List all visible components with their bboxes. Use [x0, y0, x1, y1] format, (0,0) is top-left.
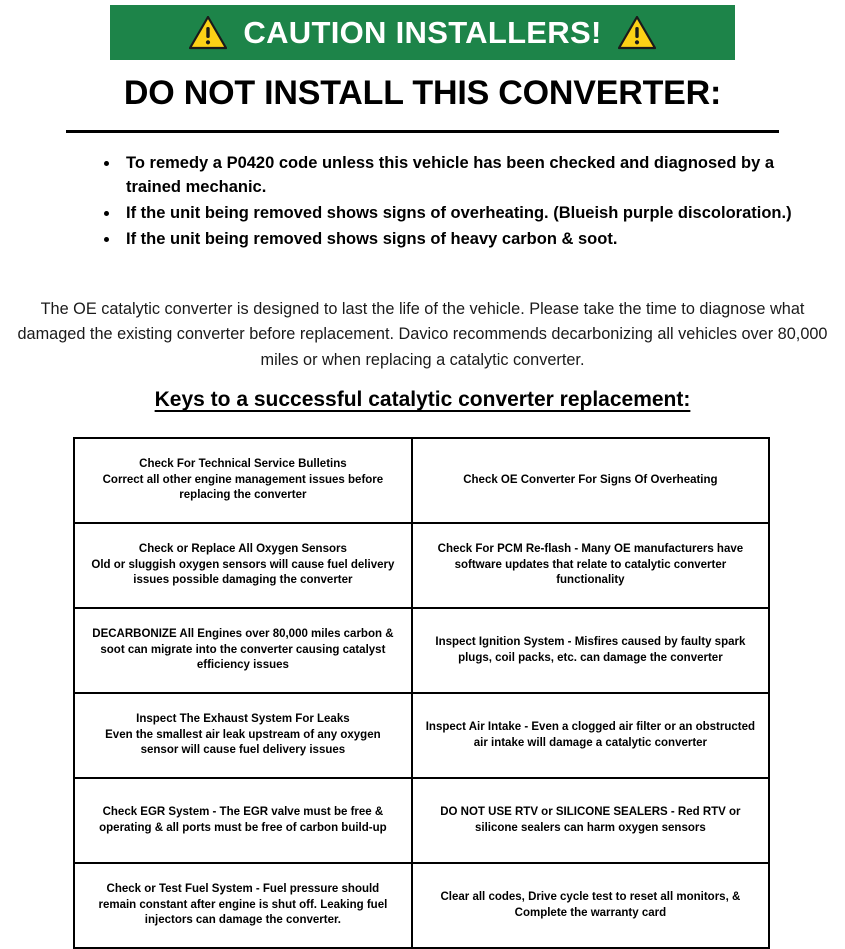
table-cell: Inspect Ignition System - Misfires caused by faulty spark plugs, coil packs, etc. can damage the converter — [412, 608, 769, 693]
table-cell: Check EGR System - The EGR valve must be free & operating & all ports must be free of carbon build-up — [74, 778, 412, 863]
horizontal-divider — [66, 130, 779, 133]
warning-bullet-list — [96, 152, 800, 254]
table-row — [74, 438, 769, 523]
table-cell: Check or Test Fuel System - Fuel pressure should remain constant after engine is shut off. Leaking fuel injectors can damage the converter. — [74, 863, 412, 948]
warning-triangle-icon — [189, 16, 227, 50]
table-cell: DECARBONIZE All Engines over 80,000 miles carbon & soot can migrate into the converter causing catalyst efficiency issues — [74, 608, 412, 693]
caution-banner — [110, 5, 735, 60]
table-cell: Check OE Converter For Signs Of Overheating — [412, 438, 769, 523]
table-cell: DO NOT USE RTV or SILICONE SEALERS - Red RTV or silicone sealers can harm oxygen sensors — [412, 778, 769, 863]
table-cell: Check or Replace All Oxygen Sensors Old or sluggish oxygen sensors will cause fuel delivery issues possible damaging the converter — [74, 523, 412, 608]
table-cell: Check For Technical Service Bulletins Correct all other engine management issues before replacing the converter — [74, 438, 412, 523]
table-row — [74, 523, 769, 608]
list-item: • If the unit being removed shows signs of heavy carbon & soot. — [120, 228, 800, 252]
table-cell: Clear all codes, Drive cycle test to reset all monitors, & Complete the warranty card — [412, 863, 769, 948]
table-row — [74, 608, 769, 693]
table-cell: Inspect Air Intake - Even a clogged air filter or an obstructed air intake will damage a catalytic converter — [412, 693, 769, 778]
table-row — [74, 863, 769, 948]
page-title: DO NOT INSTALL THIS CONVERTER: — [123, 74, 722, 112]
table-row — [74, 778, 769, 863]
body-paragraph: The OE catalytic converter is designed to last the life of the vehicle. Please take the time to diagnose what damaged the existing converter before replacement. Davico recommends decarbonizing all vehicles over 80,000 miles or when replacing a catalytic converter. — [17, 300, 828, 369]
warning-triangle-icon — [618, 16, 656, 50]
caution-banner-text: CAUTION INSTALLERS! — [243, 14, 602, 50]
list-item: • If the unit being removed shows signs of overheating. (Blueish purple discoloration.) — [120, 202, 800, 226]
table-cell: Check For PCM Re-flash - Many OE manufacturers have software updates that relate to catalytic converter functionality — [412, 523, 769, 608]
replacement-keys-table — [73, 437, 770, 949]
table-cell: Inspect The Exhaust System For Leaks Even the smallest air leak upstream of any oxygen sensor will cause fuel delivery issues — [74, 693, 412, 778]
keys-section-heading: Keys to a successful catalytic converter replacement: — [154, 388, 691, 411]
list-item: • To remedy a P0420 code unless this vehicle has been checked and diagnosed by a trained mechanic. — [120, 152, 800, 200]
table-row — [74, 693, 769, 778]
